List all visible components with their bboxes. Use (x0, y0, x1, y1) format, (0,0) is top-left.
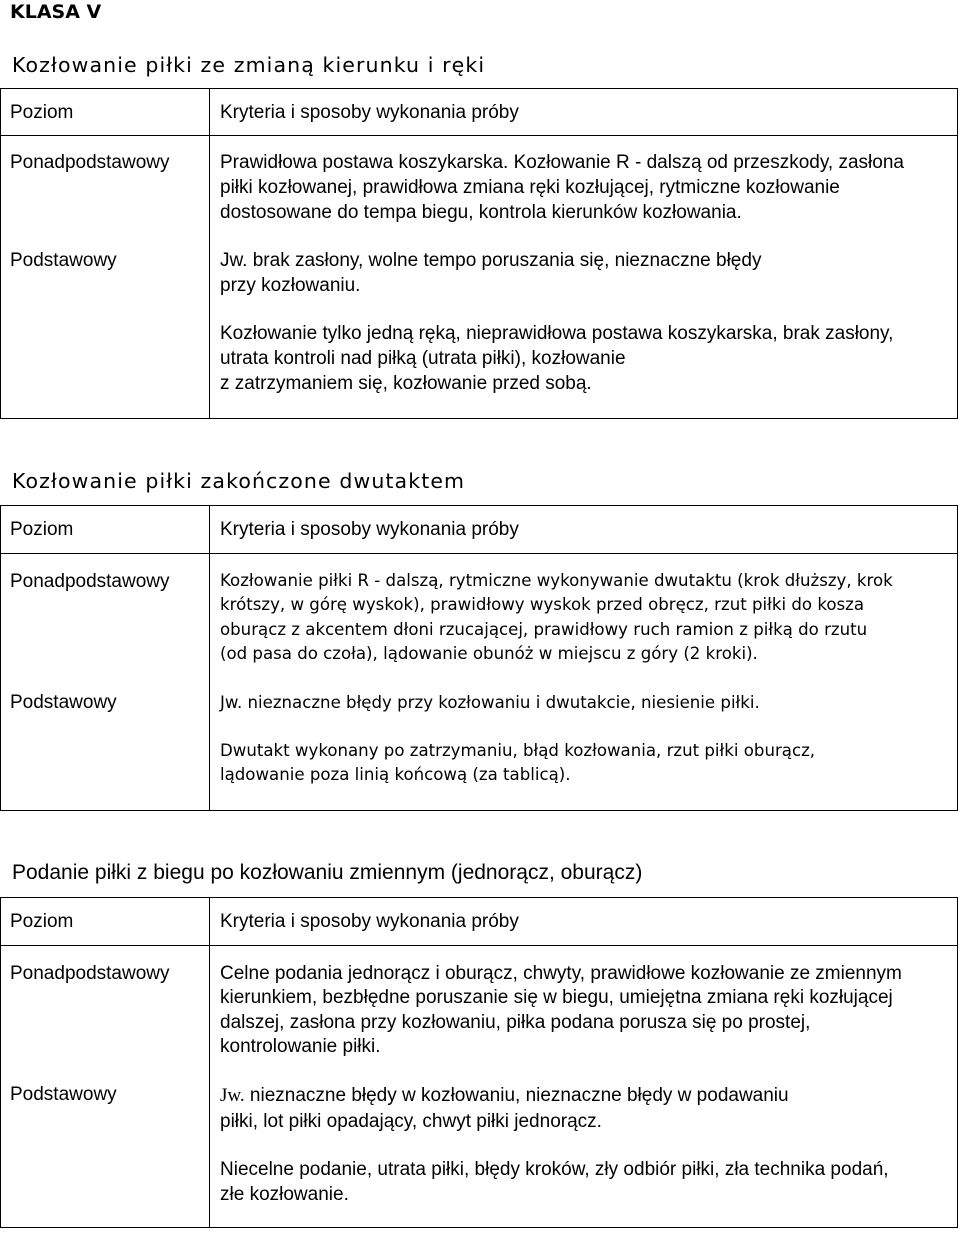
header-criteria-label: Kryteria i sposoby wykonania próby (220, 519, 519, 540)
criteria-line: Jw. nieznaczne błędy przy kozłowaniu i dwutakcie, niesienie piłki. (220, 693, 760, 712)
document-title: KLASA V (10, 1, 102, 23)
level-label-ponadpodstawowy: Ponadpodstawowy (10, 152, 170, 173)
criteria-line: Kozłowanie piłki R - dalszą, rytmiczne wykonywanie dwutaktu (krok dłuższy, krok (220, 571, 893, 590)
criteria-line: dalszej, zasłona przy kozłowaniu, piłka podana porusza się po prostej, (220, 1012, 811, 1033)
criteria-line: piłki kozłowanej, prawidłowa zmiana ręki kozłującej, rytmiczne kozłowanie (220, 177, 840, 198)
level-label-podstawowy: Podstawowy (10, 1084, 117, 1105)
header-level-label: Poziom (10, 519, 74, 540)
level-label-podstawowy: Podstawowy (10, 692, 117, 713)
header-level-label: Poziom (10, 102, 74, 123)
criteria-line: (od pasa do czoła), lądowanie obunóż w miejscu z góry (2 kroki). (220, 644, 758, 663)
level-label-podstawowy: Podstawowy (10, 250, 117, 271)
level-label-ponadpodstawowy: Ponadpodstawowy (10, 571, 170, 592)
level-column (1, 135, 210, 419)
criteria-line: lądowanie poza linią końcową (za tablicą). (220, 765, 571, 784)
header-level-label: Poziom (10, 911, 74, 932)
section-title-layup: Kozłowanie piłki zakończone dwutaktem (12, 469, 466, 493)
criteria-line: piłki, lot piłki opadający, chwyt piłki jednorącz. (220, 1111, 602, 1132)
criteria-line: utrata kontroli nad piłką (utrata piłki), kozłowanie (220, 348, 626, 369)
criteria-line: z zatrzymaniem się, kozłowanie przed sobą. (220, 373, 592, 394)
header-criteria-label: Kryteria i sposoby wykonania próby (220, 102, 519, 123)
criteria-line: oburącz z akcentem dłoni rzucającej, prawidłowy ruch ramion z piłką do rzutu (220, 620, 868, 639)
criteria-line: kierunkiem, bezbłędne poruszanie się w biegu, umiejętna zmiana ręki kozłującej (220, 987, 893, 1008)
criteria-line: złe kozłowanie. (220, 1184, 349, 1205)
criteria-line: Prawidłowa postawa koszykarska. Kozłowanie R - dalszą od przeszkody, zasłona (220, 152, 904, 173)
criteria-line: krótszy, w górę wyskok), prawidłowy wyskok przed obręcz, rzut piłki do kosza (220, 595, 865, 614)
criteria-line: przy kozłowaniu. (220, 275, 361, 296)
criteria-text: nieznaczne błędy w kozłowaniu, nieznaczne błędy w podawaniu (244, 1085, 789, 1106)
criteria-line: kontrolowanie piłki. (220, 1036, 381, 1057)
header-criteria-label: Kryteria i sposoby wykonania próby (220, 911, 519, 932)
section-title-passing: Podanie piłki z biegu po kozłowaniu zmiennym (jednorącz, oburącz) (12, 861, 643, 884)
criteria-line: Kozłowanie tylko jedną ręką, nieprawidłowa postawa koszykarska, brak zasłony, (220, 323, 894, 344)
section-title-dribbling-change: Kozłowanie piłki ze zmianą kierunku i ręki (12, 53, 486, 77)
criteria-prefix: Jw. (220, 1085, 245, 1106)
criteria-line (220, 1083, 789, 1108)
criteria-line: Niecelne podanie, utrata piłki, błędy kroków, zły odbiór piłki, zła technika podań, (220, 1159, 889, 1180)
criteria-line: Celne podania jednorącz i oburącz, chwyty, prawidłowe kozłowanie ze zmiennym (220, 963, 902, 984)
level-label-ponadpodstawowy: Ponadpodstawowy (10, 963, 170, 984)
criteria-line: Dwutakt wykonany po zatrzymaniu, błąd kozłowania, rzut piłki oburącz, (220, 741, 816, 760)
criteria-line: Jw. brak zasłony, wolne tempo poruszania się, nieznaczne błędy (220, 250, 762, 271)
criteria-line: dostosowane do tempa biegu, kontrola kierunków kozłowania. (220, 202, 742, 223)
